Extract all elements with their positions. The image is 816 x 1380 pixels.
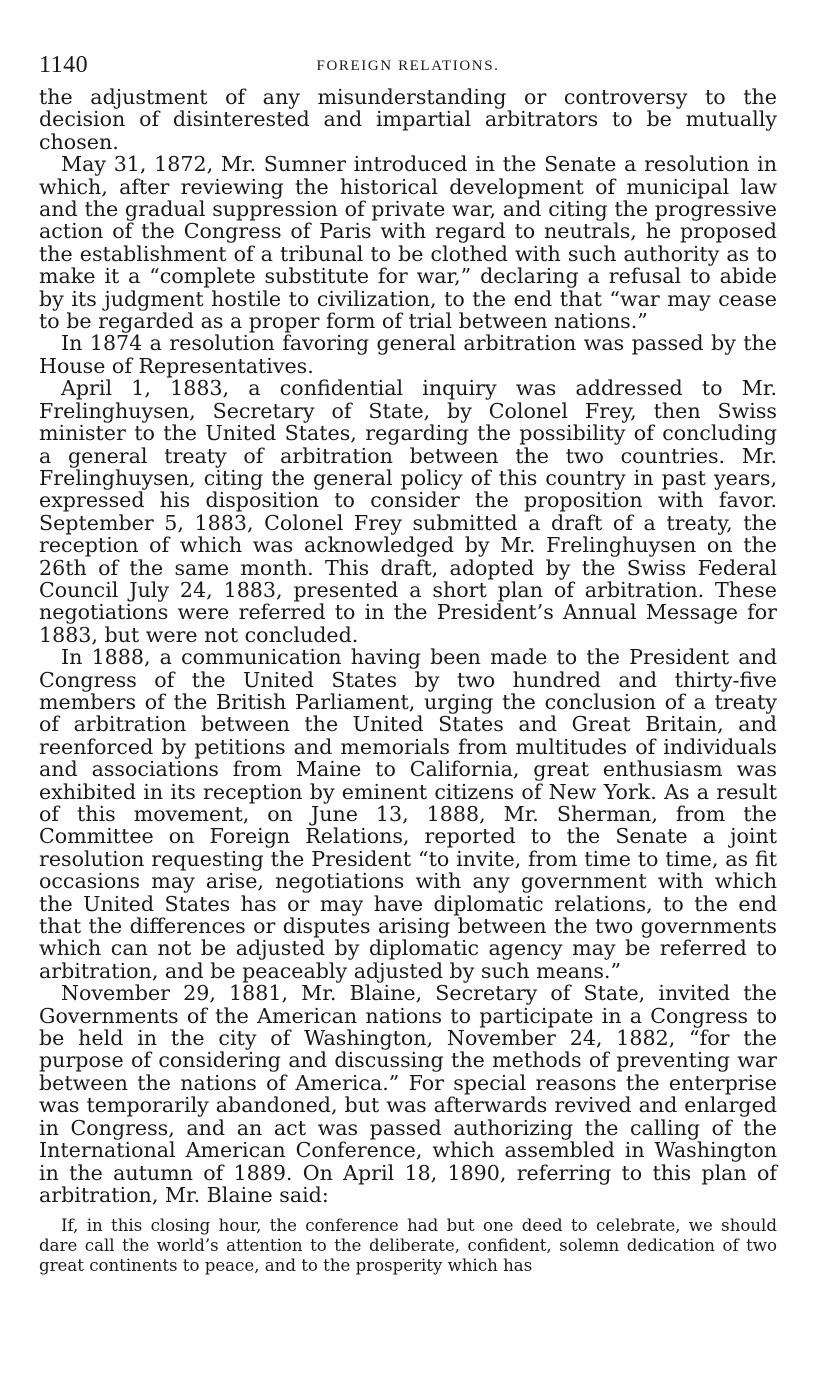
paragraph-1874-resolution: In 1874 a resolution favoring general arbitration was passed by the House of Representatives.	[39, 331, 777, 378]
running-header	[39, 52, 777, 86]
paragraph-continuation: the adjustment of any misunderstanding or controversy to the decision of disinterested and impartial arbitrators to be mutually chosen.	[39, 85, 777, 154]
document-page	[39, 52, 777, 1276]
paragraph-swiss-inquiry: April 1, 1883, a confidential inquiry was addressed to Mr. Frelinghuysen, Secretary of State, by Colonel Frey, then Swiss minister to the United States, regarding the possibility of concluding a general treaty of arbitration between the two countries. Mr. Frelinghuysen, citing the general policy of this country in past years, expressed his disposition to consider the proposition with favor. September 5, 1883, Colonel Frey submitted a draft of a treaty, the reception of which was acknowledged by Mr. Frelinghuysen on the 26th of the same month. This draft, adopted by the Swiss Federal Council July 24, 1883, presented a short plan of arbitration. These negotiations were referred to in the President’s Annual Message for 1883, but were not concluded.	[39, 376, 777, 647]
block-quote: If, in this closing hour, the conference had but one deed to celebrate, we should dare call the world’s attention to the deliberate, confident, solemn dedication of two great continents to peace, and to the prosperity which has	[39, 1216, 777, 1276]
paragraph-british-parliament: In 1888, a communication having been made to the President and Congress of the United States by two hundred and thirty-five members of the British Parliament, urging the conclusion of a treaty of arbitration between the United States and Great Britain, and reenforced by petitions and memorials from multitudes of individuals and associations from Maine to California, great enthusiasm was exhibited in its reception by eminent citizens of New York. As a result of this movement, on June 13, 1888, Mr. Sherman, from the Committee on Foreign Relations, reported to the Senate a joint resolution requesting the President “to invite, from time to time, as fit occasions may arise, negotiations with any government with which the United States has or may have diplomatic relations, to the end that the differences or disputes arising between the two governments which can not be adjusted by diplomatic agency may be referred to arbitration, and be peaceably adjusted by such means.”	[39, 645, 777, 983]
running-title: FOREIGN RELATIONS.	[316, 58, 500, 74]
paragraph-sumner-resolution: May 31, 1872, Mr. Sumner introduced in the Senate a resolution in which, after reviewing the historical development of municipal law and the gradual suppression of private war, and citing the progressive action of the Congress of Paris with regard to neutrals, he proposed the establishment of a tribunal to be clothed with such authority as to make it a “complete substitute for war,” declaring a refusal to abide by its judgment hostile to civilization, to the end that “war may cease to be regarded as a proper form of trial between nations.”	[39, 152, 777, 334]
paragraph-blaine-invitation: November 29, 1881, Mr. Blaine, Secretary of State, invited the Governments of the American nations to participate in a Congress to be held in the city of Washington, November 24, 1882, “for the purpose of considering and discussing the methods of preventing war between the nations of America.” For special reasons the enterprise was temporarily abandoned, but was afterwards revived and enlarged in Congress, and an act was passed authorizing the calling of the International American Conference, which assembled in Washington in the autumn of 1889. On April 18, 1890, referring to this plan of arbitration, Mr. Blaine said:	[39, 981, 777, 1207]
page-number: 1140	[39, 52, 89, 78]
body-text	[39, 86, 777, 1206]
